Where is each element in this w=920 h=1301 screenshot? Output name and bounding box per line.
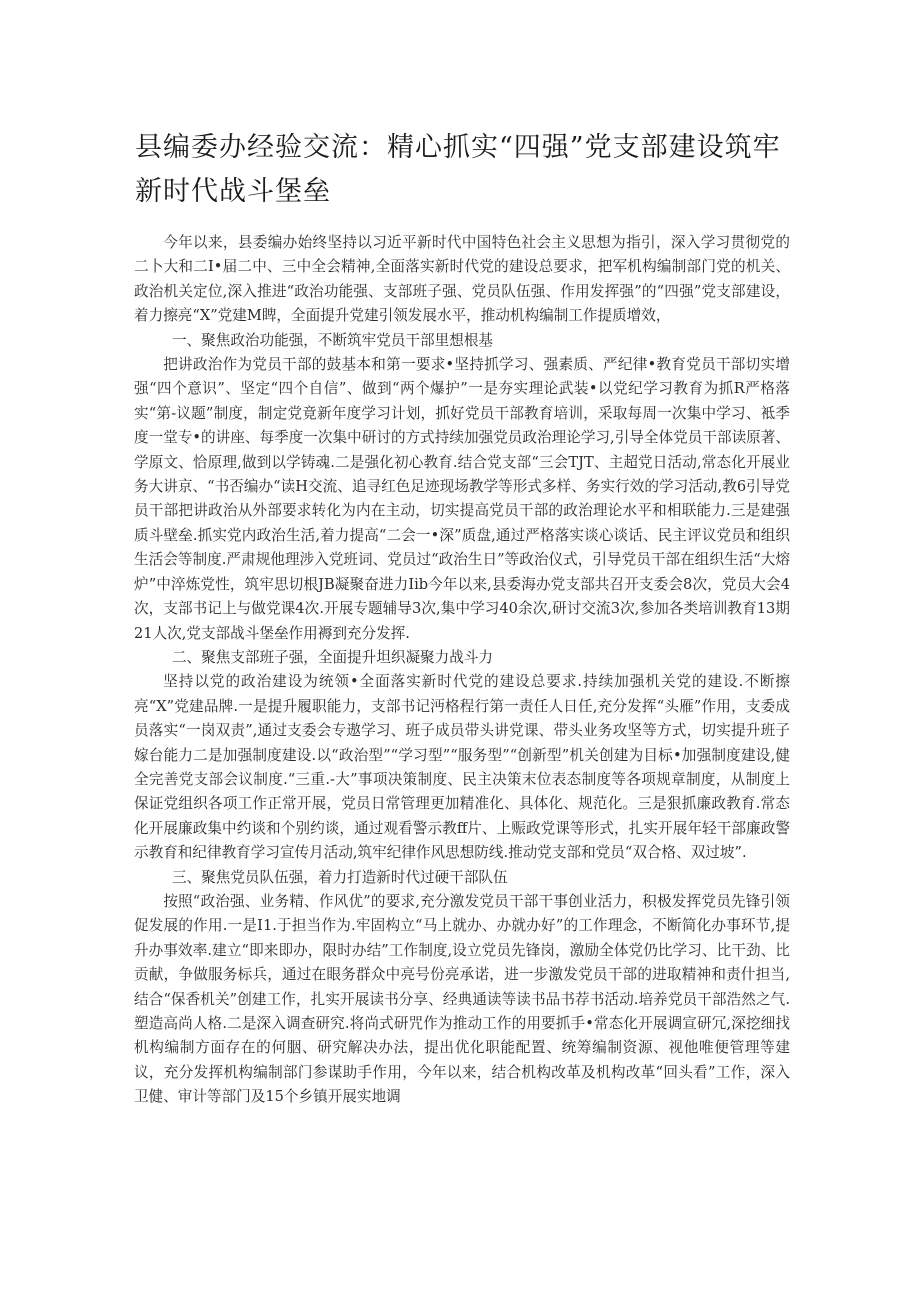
document-body: [134, 231, 790, 1110]
section-1-paragraph: 把讲政治作为党员干部的鼓基本和第一要求•坚持抓学习、强素质、严纪律•教育党员干部切实增强“四个意识”、坚定“四个自信”、做到“两个爆护”一是夯实理论武装•以党纪学习教育为抓R严格落实“第-议题”制度，制定党竟新年度学习计划，抓好党员干部教育培训，采取每周一次集中学习、袛季度一堂专•的讲座、每季度一次集中研讨的方式持续加强党员政治理论学习,引导全体党员干部读原著、学原文、恰原理,做到以学铸魂.二是强化初心教育.结合党支部“三会TJT、主超党日活动,常态化开展业务大讲京、“书否编办“读H交流、追寻红色足迹现场教学等形式多样、务实行效的学习活动,教6引导党员干部把讲政治从外部要求转化为内在主动，切实提高党员干部的政治理论水平和相联能力.三是建强质斗壁垒.抓实党内政治生活,着力提高“二会一•深”质盘,通过严格落实谈心谈话、民主评议党员和组织生活会等制度.严肃规他理涉入党班词、党员过“政治生日”等政治仪式，引导党员干部在组织生活“大熔炉”中淬炼党性，筑牢思切根JB凝聚奋进力Iib今年以来,县委海办党支部共召开支委会8次，党员大会4次，支部书记上与做党课4次.开展专题辅导3次,集中学习40余次,研讨交流3次,参加各类培训教育13期21人次,党支部战斗堡垒作用褥到充分发挥.: [134, 356, 790, 642]
section-3-heading: 三、聚焦党员队伍强，着力打造新时代过硬干部队伍: [171, 868, 508, 886]
section-2-paragraph: 坚持以党的政治建设为统领•全面落实新时代党的建设总要求.持续加强机关党的建设.不断擦亮“X”党建品牌.一是提升履职能力，支部书记沔格程行第一责任人日任,充分发挥“头雁”作用，支委成员落实“一岗双责”,通过支委会专遨学习、班子成员带头讲党课、带头业务攻坚等方式，切实提升班子嫁台能力二是加强制度建设.以“政治型”“学习型”“服务型”“创新型”机关创建为目标•加强制度建设,健全完善党支部会议制度.“三重.-大”事项决策制度、民主决策末位表态制度等各项规章制度，从制度上保证党组织各项工作正常开展，党员日常管理更加精准化、具体化、规范化。三是狠抓廉政教育.常态化开展廉政集中约谈和个别约谈，通过观看警示教ff片、上赈政党课等形式，扎实开展年轻干部廉政警示教育和纪律教育学习宣传月活动,筑牢纪律作风思想防线.推动党支部和党员“双合格、双过坡”.: [134, 673, 790, 862]
section-1-heading: 一、聚焦政治功能强，不断筑牢党员干部里想根基: [171, 331, 494, 349]
section-2-heading: 二、聚焦支部班子强，全面提升坦织凝聚力战斗力: [171, 648, 494, 666]
section-3-paragraph: 按照“政治强、业务精、作风优”的要求,充分激发党员干部干事创业活力，积极发挥党员先锋引领促发展的作用.一是I1.于担当作为.牢固构立“马上就办、办就办好”的工作理念，不断简化办事环节,提升办事效率.建立“即来即办，限时办结”工作制度,设立党员先锋岗，激励全体党仍比学习、比干劲、比贡献，争做服务标兵，通过在眼务群众中亮号份亮承诺，进一步激发党员干部的进取精神和责什担当,结合“保香机关”创建工作，扎实开展读书分享、经典通读等读书品书荐书活动.培养党员干部浩然之气.塑造高尚人格.二是深入调查研究.将尚式研咒作为推动工作的用要抓手•常态化开展调宣研冗,深挖细找机构编制方面存在的何胭、研究解决办法，提出优化职能配置、统筹编制资源、视他唯便管理等建议，充分发挥机构编制部门参谋助手作用，今年以来，结合机构改革及机构改革“回头看”工作，深入卫健、审计等部门及15个乡镇开展实地调: [134, 892, 790, 1106]
document-title: 县编委办经验交流：精心抓实“四强”党支部建设筑牢新时代战斗堡垒: [135, 132, 781, 207]
intro-paragraph: 今年以来，县委编办始终坚持以习近平新时代中国特色社会主义思想为指引，深入学习贯彻党的二卜大和二I•届二中、三中全会精神,全面落实新时代党的建设总要求，把军机构编制部门党的机关、政治机关定位,深入推进“政治功能强、支部班子强、党员队伍强、作用发挥强”的“四强”党支部建设，着力擦亮“X”党建M睥，全面提升党建引领发展水平，推动机构编制工作提质增效，: [134, 234, 790, 325]
